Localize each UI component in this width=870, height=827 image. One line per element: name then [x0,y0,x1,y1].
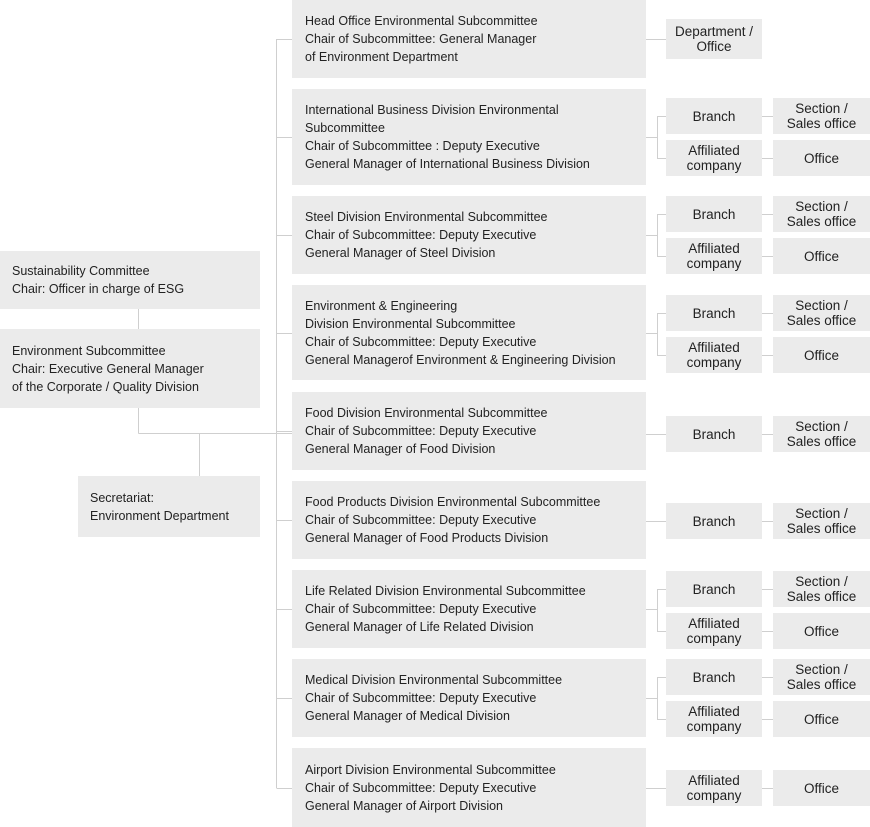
unit-label: Department / [674,24,754,39]
secretariat-title: Secretariat: [90,490,154,505]
unit-box-office [773,238,870,274]
unit-label: Branch [692,426,736,442]
subcommittee-text-line: Chair of Subcommittee: Deputy Executive [305,602,537,616]
unit-box-office [773,337,870,373]
subcommittee-text-line: Chair of Subcommittee: Deputy Executive [305,691,537,705]
unit-label: Section / [795,419,848,434]
subcommittee-text-line: Medical Division Environmental Subcommittee [305,673,563,687]
unit-label: company [686,256,742,271]
unit-box-department-office [666,19,762,59]
unit-box-branch [666,503,762,539]
unit-label: company [686,158,742,173]
subcommittee-text-line: of Environment Department [305,50,458,64]
unit-box-affiliated-company [666,701,762,737]
unit-box-office [773,770,870,806]
environment-subcommittee-chair: Chair: Executive General Manager [12,361,204,376]
unit-box-branch [666,659,762,695]
sustainability-committee-chair: Chair: Officer in charge of ESG [12,282,185,296]
unit-label: Sales office [786,677,857,692]
unit-box-branch [666,571,762,607]
unit-box-office [773,140,870,176]
subcommittee-box [292,392,646,470]
environment-subcommittee-title: Environment Subcommittee [12,343,166,358]
subcommittee-text-line: General Manager of Life Related Division [305,620,534,634]
unit-box-affiliated-company [666,613,762,649]
unit-box-affiliated-company [666,770,762,806]
subcommittee-text-line: Chair of Subcommittee : Deputy Executive [305,139,540,153]
unit-box-section-sales-office [773,571,870,607]
unit-label: Branch [692,108,736,124]
subcommittee-text-line: Steel Division Environmental Subcommittee [305,210,548,224]
unit-box-branch [666,98,762,134]
unit-label: company [686,355,742,370]
unit-box-affiliated-company [666,337,762,373]
subcommittee-text-line: General Managerof Environment & Engineering Division [305,352,616,367]
unit-label: Office [803,347,839,363]
subcommittee-box [292,0,646,78]
unit-label: Affiliated [688,143,740,158]
unit-box-section-sales-office [773,295,870,331]
unit-label: Section / [795,506,848,521]
subcommittee-text-line: Chair of Subcommittee: Deputy Executive [305,228,537,242]
unit-label: Section / [795,662,848,677]
subcommittee-text-line: Subcommittee [305,121,385,135]
subcommittee-box [292,481,646,559]
unit-box-section-sales-office [773,659,870,695]
unit-box-branch [666,196,762,232]
unit-label: Section / [795,101,848,116]
unit-box-section-sales-office [773,416,870,452]
environment-subcommittee-box [0,329,260,408]
subcommittee-text-line: Chair of Subcommittee: Deputy Executive [305,424,537,438]
subcommittee-text-line: General Manager of Steel Division [305,246,496,260]
environment-subcommittee-chair-cont: of the Corporate / Quality Division [12,379,199,394]
subcommittee-text-line: International Business Division Environmental [305,103,559,117]
unit-label: Section / [795,298,848,313]
unit-label: Sales office [786,313,857,328]
unit-label: Sales office [786,434,857,449]
subcommittee-box [292,196,646,274]
subcommittee-text-line: Food Products Division Environmental Subcommittee [305,495,601,509]
subcommittee-text-line: Chair of Subcommittee: Deputy Executive [305,513,537,527]
subcommittee-text-line: General Manager of Food Division [305,442,496,456]
unit-box-section-sales-office [773,196,870,232]
unit-label: Affiliated [688,704,740,719]
unit-label: Branch [692,513,736,529]
unit-label: company [686,719,742,734]
unit-label: Affiliated [688,616,740,631]
subcommittee-text-line: Life Related Division Environmental Subcommittee [305,584,586,598]
unit-label: Sales office [786,116,857,131]
subcommittee-text-line: General Manager of Medical Division [305,709,510,723]
unit-label: Branch [692,669,736,685]
unit-label: Section / [795,574,848,589]
sustainability-committee-title: Sustainability Committee [12,264,150,278]
subcommittee-text-line: Chair of Subcommittee: Deputy Executive [305,780,537,795]
unit-label: Sales office [786,214,857,229]
subcommittee-text-line: Division Environmental Subcommittee [305,316,516,331]
subcommittee-box [292,285,646,380]
unit-label: Affiliated [688,241,740,256]
unit-box-branch [666,295,762,331]
unit-label: Office [803,780,839,796]
unit-box-office [773,701,870,737]
sustainability-committee-box [0,251,260,309]
subcommittee-text-line: Food Division Environmental Subcommittee [305,406,548,420]
unit-label: Sales office [786,521,857,536]
secretariat-box [78,476,260,537]
subcommittee-text-line: Chair of Subcommittee: Deputy Executive [305,334,537,349]
subcommittee-text-line: Airport Division Environmental Subcommittee [305,762,556,777]
unit-label: Branch [692,581,736,597]
secretariat-department: Environment Department [90,508,229,523]
subcommittee-text-line: General Manager of Food Products Division [305,531,549,545]
unit-label: Section / [795,199,848,214]
subcommittee-box [292,570,646,648]
unit-label: Sales office [786,589,857,604]
unit-box-section-sales-office [773,98,870,134]
subcommittee-box [292,659,646,737]
unit-label: Office [696,39,732,54]
unit-box-office [773,613,870,649]
subcommittee-text-line: Chair of Subcommittee: General Manager [305,32,537,46]
subcommittee-text-line: General Manager of Airport Division [305,798,504,813]
unit-label: company [686,631,742,646]
unit-label: company [686,788,742,803]
unit-label: Office [803,248,839,264]
unit-label: Branch [692,305,736,321]
unit-label: Affiliated [688,340,740,355]
unit-box-affiliated-company [666,140,762,176]
unit-label: Office [803,150,839,166]
unit-label: Branch [692,206,736,222]
unit-box-branch [666,416,762,452]
subcommittee-text-line: Head Office Environmental Subcommittee [305,14,538,28]
unit-label: Office [803,623,839,639]
subcommittee-text-line: Environment & Engineering [305,298,458,313]
subcommittee-box [292,89,646,185]
unit-label: Affiliated [688,773,740,788]
unit-box-section-sales-office [773,503,870,539]
unit-label: Office [803,711,839,727]
unit-box-affiliated-company [666,238,762,274]
subcommittee-box [292,748,646,827]
subcommittee-text-line: General Manager of International Business Division [305,157,590,171]
